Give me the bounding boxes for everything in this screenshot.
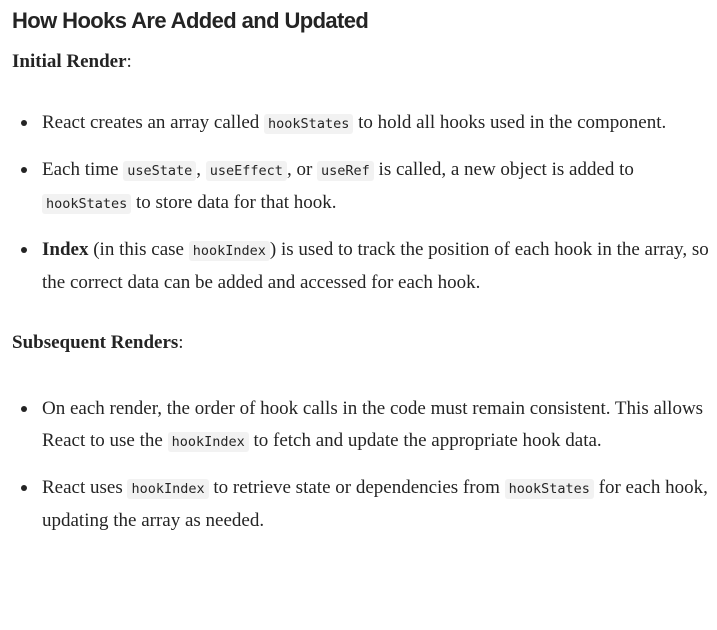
subsequent-renders-label-text: Subsequent Renders	[12, 332, 179, 353]
list-item	[12, 472, 712, 537]
item-text: ,	[196, 159, 206, 180]
inline-code: hookStates	[505, 479, 594, 499]
item-text: to retrieve state or dependencies from	[208, 477, 505, 498]
item-text: ) is used to track the position of each hook in the array, so the correct data can be added and accessed for each hook.	[42, 239, 709, 293]
item-text: is called, a new object is added to	[373, 159, 634, 180]
subsequent-renders-label-colon: :	[178, 332, 184, 353]
section-heading: How Hooks Are Added and Updated	[12, 8, 369, 33]
item-text: , or	[286, 159, 318, 180]
item-strong: Index	[42, 239, 89, 260]
inline-code: hookIndex	[189, 241, 270, 261]
item-text: to hold all hooks used in the component.	[353, 112, 667, 133]
item-text: to fetch and update the appropriate hook data.	[248, 430, 602, 451]
list-item	[12, 393, 712, 458]
subsequent-renders-label	[12, 331, 712, 355]
item-text: for each hook, updating the array as needed.	[42, 477, 708, 531]
initial-render-label-colon: :	[126, 51, 132, 72]
initial-render-label	[12, 50, 712, 74]
item-text: React uses	[42, 477, 128, 498]
item-text: to store data for that hook.	[131, 192, 337, 213]
inline-code: hookIndex	[168, 432, 249, 452]
item-text: Each time	[42, 159, 124, 180]
inline-code: hookIndex	[127, 479, 208, 499]
list-item	[12, 234, 712, 299]
inline-code: hookStates	[42, 194, 131, 214]
list-item	[12, 154, 712, 220]
inline-code: useRef	[317, 161, 374, 181]
item-text: (in this case	[88, 239, 189, 260]
item-text: On each render, the order of hook calls in the code must remain consistent. This allows React to use the	[42, 398, 704, 451]
list-item	[12, 107, 712, 140]
inline-code: useState	[123, 161, 196, 181]
inline-code: hookStates	[264, 114, 353, 134]
initial-render-label-text: Initial Render	[12, 51, 127, 72]
inline-code: useEffect	[206, 161, 287, 181]
initial-render-list	[12, 107, 712, 299]
subsequent-renders-list	[12, 393, 712, 537]
item-text: React creates an array called	[42, 112, 265, 133]
article	[12, 0, 712, 551]
